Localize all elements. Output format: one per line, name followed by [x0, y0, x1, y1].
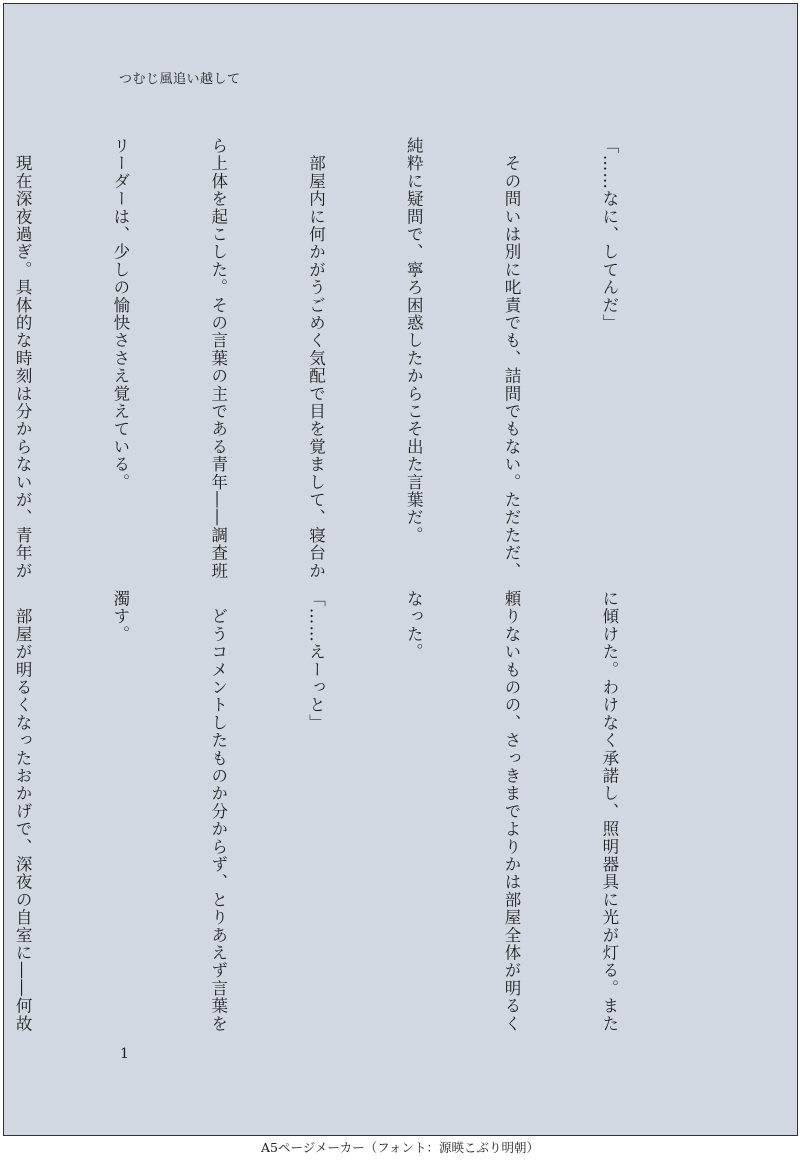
- text-line: 純粋に疑問で、寧ろ困惑したからこそ出た言葉だ。: [404, 137, 424, 545]
- header-title: つむじ風追い越して: [119, 72, 241, 87]
- text-line: なった。: [404, 590, 424, 661]
- text-line: どうコメントしたものか分からず、とりあえず言葉を: [208, 590, 228, 1033]
- upper-text-block: [13, 137, 690, 580]
- text-line: に傾けた。わけなく承諾し、照明器具に光が灯る。また: [599, 590, 619, 1033]
- text-line: 濁す。: [110, 590, 130, 644]
- text-line: ら上体を起こした。その言葉の主である青年――調査班: [208, 137, 228, 580]
- text-line: 「……なに、してんだ」: [599, 137, 619, 332]
- text-line: 現在深夜過ぎ。具体的な時刻は分からないが、青年が: [13, 137, 33, 580]
- text-line: 頼りないものの、さっきまでよりかは部屋全体が明るく: [502, 590, 522, 1033]
- page-number: 1: [120, 1046, 129, 1062]
- manuscript-page: [3, 3, 798, 1136]
- text-line: 部屋が明るくなったおかげで、深夜の自室に――何故: [13, 590, 33, 1033]
- text-line: 部屋内に何かがうごめく気配で目を覚まして、寝台か: [306, 137, 326, 580]
- text-line: その問いは別に叱責でも、詰問でもない。ただただ、: [502, 137, 522, 580]
- text-line: リーダーは、少しの愉快ささえ覚えている。: [110, 137, 130, 491]
- text-line: 「……えーっと」: [306, 590, 326, 732]
- lower-text-block: [13, 590, 690, 1033]
- footer-credit: A5ページメーカー（フォント：源暎こぶり明朝）: [261, 1140, 539, 1155]
